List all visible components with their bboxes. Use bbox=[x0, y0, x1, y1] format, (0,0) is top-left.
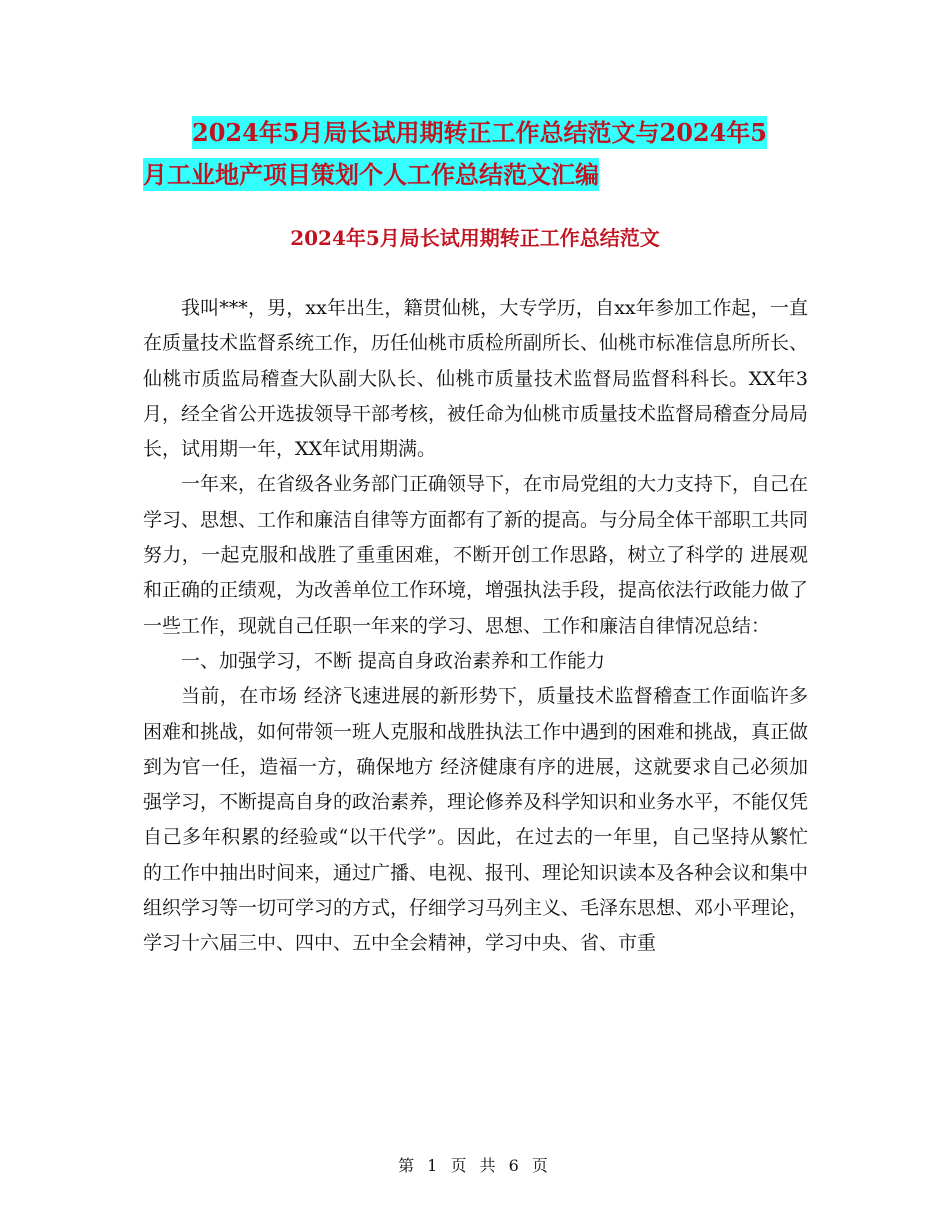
paragraph-study: 当前，在市场 经济飞速进展的新形势下，质量技术监督稽查工作面临许多困难和挑战，如何带领一班人克服和战胜执法工作中遇到的困难和挑战，真正做到为官一任，造福一方，确保地方 经济健康有序的进展，这就要求自己必须加强学习，不断提高自身的政治素养，理论修养及科学知识和业务水平，不能仅凭自己多年积累的经验或“以干代学”。因此，在过去的一年里，自己坚持从繁忙的工作中抽出时间来，通过广播、电视、报刊、理论知识读本及各种会议和集中组织学习等一切可学习的方式，仔细学习马列主义、毛泽东思想、邓小平理论，学习十六届三中、四中、五中全会精神，学习中央、省、市重 bbox=[143, 685, 809, 955]
body-text bbox=[143, 291, 808, 962]
document-title-line-2: 月工业地产项目策划个人工作总结范文汇编 bbox=[143, 160, 599, 189]
document-title-line-1: 2024年5月局长试用期转正工作总结范文与2024年5 bbox=[192, 118, 767, 147]
page-number-footer: 第 1 页 共 6 页 bbox=[398, 1156, 552, 1175]
paragraph-intro: 我叫***，男，xx年出生，籍贯仙桃，大专学历，自xx年参加工作起，一直在质量技术监督系统工作，历任仙桃市质检所副所长、仙桃市标准信息所所长、仙桃市质监局稽查大队副大队长、仙桃市质量技术监督局监督科科长。XX年3月，经全省公开选拔领导干部考核，被任命为仙桃市质量技术监督局稽查分局局长，试用期一年，XX年试用期满。 bbox=[143, 297, 809, 461]
section-title: 2024年5月局长试用期转正工作总结范文 bbox=[290, 226, 660, 250]
paragraph-overview: 一年来，在省级各业务部门正确领导下，在市局党组的大力支持下，自己在学习、思想、工作和廉洁自律等方面都有了新的提高。与分局全体干部职工共同努力，一起克服和战胜了重重困难，不断开创工作思路，树立了科学的 进展观和正确的正绩观，为改善单位工作环境，增强执法手段，提高依法行政能力做了一些工作，现就自己任职一年来的学习、思想、工作和廉洁自律情况总结： bbox=[143, 473, 809, 637]
document-title bbox=[143, 112, 813, 196]
section-heading-1: 一、加强学习，不断 提高自身政治素养和工作能力 bbox=[181, 649, 606, 672]
